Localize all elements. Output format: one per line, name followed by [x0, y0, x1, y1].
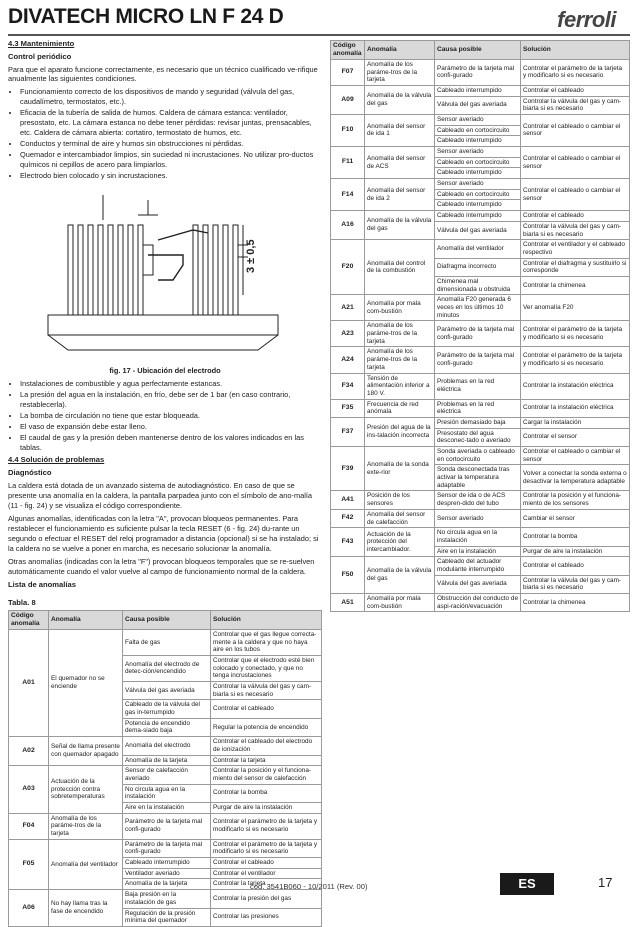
language-badge: ES	[500, 873, 554, 895]
table-row	[331, 59, 630, 85]
anomaly-code: A09	[331, 85, 365, 114]
table-row	[9, 737, 322, 755]
possible-cause: Problemas en la red eléctrica	[435, 373, 521, 399]
solution: Controlar el cableado	[521, 557, 630, 575]
anomaly-list-title: Lista de anomalías	[8, 579, 76, 589]
possible-cause: Sensor averiado	[435, 147, 521, 158]
anomaly-code: F05	[9, 839, 49, 889]
possible-cause: Sensor de ida o de ACS despren-dido del tubo	[435, 491, 521, 509]
possible-cause: Anomalía de la tarjeta	[123, 879, 211, 890]
solution: Controlar la bomba	[211, 784, 322, 802]
anomaly-description: Anomalía de los paráme-tros de la tarjeta	[365, 59, 435, 85]
possible-cause: Cableado interrumpido	[435, 168, 521, 179]
possible-cause: Aire en la instalación	[123, 802, 211, 813]
dimension-label: 3 ± 0,5	[245, 239, 257, 274]
possible-cause: Aire en la instalación	[435, 546, 521, 557]
col-header-solution: Solución	[521, 41, 630, 60]
subheading-diagnostics: Diagnóstico	[8, 468, 52, 478]
anomaly-description: Anomalía de la sonda exte-rior	[365, 447, 435, 491]
possible-cause: Anomalía de la tarjeta	[123, 755, 211, 766]
document-title: DIVATECH MICRO LN F 24 D	[8, 5, 284, 28]
solution: Purgar de aire la instalación	[521, 546, 630, 557]
subheading-periodic-control: Control periódico	[8, 52, 72, 62]
table-row	[9, 890, 322, 908]
possible-cause: Cableado del actuador modulante interrumpido	[435, 557, 521, 575]
list-item: • El vaso de expansión debe estar lleno.	[20, 422, 322, 432]
list-item: • Instalaciones de combustible y agua perfectamente estancas.	[20, 379, 322, 389]
anomaly-description: Actuación de la protección contra sobretemperaturas	[49, 766, 123, 813]
solution: Controlar la instalación eléctrica	[521, 373, 630, 399]
maintenance-checklist	[8, 87, 322, 181]
anomaly-description: Anomalía del sensor de ACS	[365, 147, 435, 179]
anomaly-code: A41	[331, 491, 365, 509]
solution: Controlar el parámetro de la tarjeta y modificarlo si es necesario	[211, 813, 322, 839]
solution: Controlar la presión del gas	[211, 890, 322, 908]
possible-cause: Cableado en cortocircuito	[435, 157, 521, 168]
table-title: Tabla. 8	[8, 597, 36, 607]
solution: Controlar la posición y el funciona-miento del sensor de calefacción	[211, 766, 322, 784]
solution: Controlar el cableado del electrodo de ionización	[211, 737, 322, 755]
solution: Controlar la posición y el funciona-miento de los sensores	[521, 491, 630, 509]
anomaly-description: Posición de los sensores	[365, 491, 435, 509]
table-row	[9, 813, 322, 839]
table-row	[331, 347, 630, 373]
anomaly-description: Anomalía del control de la combustión	[365, 240, 435, 295]
anomaly-code: A06	[9, 890, 49, 927]
possible-cause: Obstrucción del conducto de aspi-ración/evacuación	[435, 594, 521, 612]
solution: Volver a conectar la sonda externa o desactivar la temperatura adaptable	[521, 465, 630, 491]
solution: Controlar el cableado	[211, 858, 322, 869]
solution: Controlar la válvula del gas y cam-biarla si es necesario	[521, 575, 630, 593]
solution: Controlar el sensor	[521, 428, 630, 446]
possible-cause: Parámetro de la tarjeta mal confi-gurado	[435, 347, 521, 373]
possible-cause: Sonda averiada o cableado en cortocircuito	[435, 447, 521, 465]
possible-cause: Válvula del gas averiada	[123, 682, 211, 700]
solution: Purgar de aire la instalación	[211, 802, 322, 813]
anomaly-description: Anomalía de los paráme-tros de la tarjeta	[49, 813, 123, 839]
possible-cause: Cableado interrumpido	[435, 85, 521, 96]
anomaly-description: Tensión de alimentación inferior a 180 V.	[365, 373, 435, 399]
table-row	[331, 528, 630, 546]
anomaly-table-right	[330, 40, 630, 612]
possible-cause: Cableado interrumpido	[435, 200, 521, 211]
anomaly-code: A23	[331, 321, 365, 347]
anomaly-description: Frecuencia de red anómala	[365, 399, 435, 417]
possible-cause: Válvula del gas averiada	[435, 96, 521, 114]
anomaly-code: F20	[331, 240, 365, 295]
possible-cause: Sensor de calefacción averiado	[123, 766, 211, 784]
table-row	[331, 373, 630, 399]
section-heading-troubleshooting: 4.4 Solución de problemas	[8, 455, 105, 465]
table-row	[331, 211, 630, 222]
solution: Ver anomalía F20	[521, 295, 630, 321]
solution: Controlar la válvula del gas y cam-biarla si es necesario	[521, 96, 630, 114]
anomaly-description: Anomalía de los paráme-tros de la tarjeta	[365, 321, 435, 347]
table-row	[331, 321, 630, 347]
possible-cause: Válvula del gas averiada	[435, 575, 521, 593]
possible-cause: Regulación de la presión mínima del quemador	[123, 908, 211, 926]
possible-cause: Diafragma incorrecto	[435, 258, 521, 276]
anomaly-code: A51	[331, 594, 365, 612]
anomaly-description: Anomalía del sensor de calefacción	[365, 509, 435, 527]
possible-cause: Chimenea mal dimensionada u obstruida	[435, 276, 521, 294]
maintenance-checklist-2	[8, 379, 322, 453]
possible-cause: Sensor averiado	[435, 114, 521, 125]
anomaly-code: A03	[9, 766, 49, 813]
possible-cause: Parámetro de la tarjeta mal confi-gurado	[123, 813, 211, 839]
table-row	[9, 629, 322, 655]
solution: Controlar el cableado	[521, 211, 630, 222]
list-item: • La bomba de circulación no tiene que estar bloqueada.	[20, 411, 322, 421]
table-row	[331, 147, 630, 158]
possible-cause: Válvula del gas averiada	[435, 221, 521, 239]
possible-cause: No circula agua en la instalación	[123, 784, 211, 802]
solution: Controlar la chimenea	[521, 594, 630, 612]
possible-cause: Anomalía del electrodo	[123, 737, 211, 755]
solution: Controlar el ventilador y el cableado respectivo	[521, 240, 630, 258]
anomaly-code: F04	[9, 813, 49, 839]
anomaly-code: A24	[331, 347, 365, 373]
anomaly-code: F50	[331, 557, 365, 594]
solution: Controlar la tarjeta	[211, 755, 322, 766]
possible-cause: Anomalía del electrodo de detec-ción/encendido	[123, 655, 211, 681]
table-row	[331, 240, 630, 258]
solution: Controlar el cableado o cambiar el sensor	[521, 147, 630, 179]
anomaly-code: F43	[331, 528, 365, 557]
diagnostics-paragraph-2: Algunas anomalías, identificadas con la letra "A", provocan bloqueos permanentes. Para restablecer el funcionamiento es suficiente pulsar la tecla RESET (6 - fig. 24) du-rante un segundo o efectuar el RESET del reloj programador a distancia (opcional) si se ha instalado; si la caldera no se vuelve a poner en marcha, es necesario solucionar la anomalía.	[8, 513, 319, 553]
possible-cause: Presostato del agua desconec-tado o averiado	[435, 428, 521, 446]
col-header-cause: Causa posible	[435, 41, 521, 60]
electrode-figure	[8, 185, 322, 363]
header-rule	[8, 34, 630, 36]
possible-cause: Sensor averiado	[435, 509, 521, 527]
anomaly-code: F34	[331, 373, 365, 399]
anomaly-description: Anomalía del ventilador	[49, 839, 123, 889]
anomaly-code: F42	[331, 509, 365, 527]
anomaly-code: A16	[331, 211, 365, 240]
col-header-code: Código anomalía	[331, 41, 365, 60]
figure-caption: fig. 17 - Ubicación del electrodo	[109, 366, 221, 376]
anomaly-code: A21	[331, 295, 365, 321]
solution: Controlar el cableado	[521, 85, 630, 96]
anomaly-description: Anomalía del sensor de ida 1	[365, 114, 435, 146]
maintenance-intro: Para que el aparato funcione correctamente, es necesario que un técnico cualificado ve-rifique anualmente las siguientes condiciones.	[8, 64, 318, 84]
table-row	[331, 85, 630, 96]
anomaly-code: F11	[331, 147, 365, 179]
section-heading-maintenance: 4.3 Mantenimiento	[8, 39, 75, 48]
possible-cause: Presión demasiado baja	[435, 417, 521, 428]
list-item: • Conductos y terminal de aire y humos sin obstrucciones ni pérdidas.	[20, 139, 322, 149]
solution: Controlar el cableado o cambiar el sensor	[521, 179, 630, 211]
solution: Controlar el cableado	[211, 700, 322, 718]
possible-cause: Cableado interrumpido	[435, 136, 521, 147]
possible-cause: Anomalía F20 generada 6 veces en los últimos 10 minutos	[435, 295, 521, 321]
anomaly-description: No hay llama tras la fase de encendido	[49, 890, 123, 927]
solution: Controlar la chimenea	[521, 276, 630, 294]
col-header-anomaly: Anomalía	[49, 611, 123, 630]
anomaly-description: Presión del agua de la ins-talación incorrecta	[365, 417, 435, 446]
col-header-code: Código anomalía	[9, 611, 49, 630]
anomaly-code: A01	[9, 629, 49, 736]
solution: Controlar las presiones	[211, 908, 322, 926]
anomaly-code: F35	[331, 399, 365, 417]
table-row	[331, 509, 630, 527]
solution: Controlar que el gas llegue correcta-mente a la caldera y que no haya aire en los tubos	[211, 629, 322, 655]
diagnostics-paragraph-3: Otras anomalías (indicadas con la letra "F") provocan bloqueos temporales que se re-suelven automáticamente cuando el valor vuelve al campo de funcionamiento normal de la caldera.	[8, 556, 315, 576]
table-row	[331, 295, 630, 321]
list-item: • El caudal de gas y la presión deben mantenerse dentro de los valores indicados en las tablas.	[20, 433, 322, 453]
solution: Controlar la tarjeta	[211, 879, 322, 890]
table-row	[331, 557, 630, 575]
anomaly-description: Señal de llama presente con quemador apagado	[49, 737, 123, 766]
brand-logo: ferroli	[557, 7, 616, 32]
solution: Controlar la válvula del gas y cam-biarla si es necesario	[211, 682, 322, 700]
solution: Controlar el ventilador	[211, 868, 322, 879]
solution: Controlar el diafragma y sustituirlo si corresponde	[521, 258, 630, 276]
table-row	[331, 417, 630, 428]
possible-cause: Anomalía del ventilador	[435, 240, 521, 258]
possible-cause: Cableado en cortocircuito	[435, 125, 521, 136]
table-row	[331, 114, 630, 125]
anomaly-description: Anomalía por mala com-bustión	[365, 295, 435, 321]
solution: Controlar el parámetro de la tarjeta y modificarlo si es necesario	[521, 347, 630, 373]
table-row	[9, 839, 322, 857]
solution: Controlar el parámetro de la tarjeta y modificarlo si es necesario	[211, 839, 322, 857]
table-row	[331, 399, 630, 417]
document-code: cod. 3541B060 - 10/2011 (Rev. 00)	[250, 882, 368, 891]
anomaly-description: Actuación de la protección del intercambiador.	[365, 528, 435, 557]
solution: Cambiar el sensor	[521, 509, 630, 527]
possible-cause: Problemas en la red eléctrica	[435, 399, 521, 417]
possible-cause: Baja presión en la instalación de gas	[123, 890, 211, 908]
anomaly-code: F39	[331, 447, 365, 491]
anomaly-description: Anomalía de la válvula del gas	[365, 557, 435, 594]
solution: Controlar la bomba	[521, 528, 630, 546]
list-item: • Quemador e intercambiador limpios, sin suciedad ni incrustaciones. No utilizar pro-ductos químicos ni cepillos de acero para limpiarlos.	[20, 150, 322, 170]
anomaly-description: Anomalía del sensor de ida 2	[365, 179, 435, 211]
anomaly-description: Anomalía de la válvula del gas	[365, 85, 435, 114]
anomaly-code: F37	[331, 417, 365, 446]
left-column	[8, 39, 322, 927]
possible-cause: No circula agua en la instalación	[435, 528, 521, 546]
page-number: 17	[598, 875, 613, 890]
anomaly-description: El quemador no se enciende	[49, 629, 123, 736]
list-item: • La presión del agua en la instalación, en frío, debe ser de 1 bar (en caso contrario, restablecerla).	[20, 390, 322, 410]
list-item: • Funcionamiento correcto de los dispositivos de mando y seguridad (válvula del gas, caudalímetro, termostatos, etc.).	[20, 87, 322, 107]
solution: Controlar el cableado o cambiar el sensor	[521, 114, 630, 146]
possible-cause: Potencia de encendido dema-siado baja	[123, 718, 211, 736]
table-row	[331, 179, 630, 190]
list-item: • Electrodo bien colocado y sin incrustaciones.	[20, 171, 322, 181]
table-row	[331, 447, 630, 465]
solution: Controlar la instalación eléctrica	[521, 399, 630, 417]
possible-cause: Cableado interrumpido	[435, 211, 521, 222]
solution: Regular la potencia de encendido	[211, 718, 322, 736]
anomaly-description: Anomalía de la válvula del gas	[365, 211, 435, 240]
possible-cause: Cableado en cortocircuito	[435, 189, 521, 200]
anomaly-code: F10	[331, 114, 365, 146]
list-item: • Eficacia de la tubería de salida de humos. Caldera de cámara estanca: ventilador, presostato, etc. La cámara estanca no debe tener pérdidas: revisar juntas, prensacables, etc. Caldera de cámara abierta: cortatiro, termostato de humos, etc.	[20, 108, 322, 138]
table-row	[331, 594, 630, 612]
anomaly-code: F07	[331, 59, 365, 85]
electrode-diagram	[8, 185, 322, 363]
anomaly-description: Anomalía por mala com-bustión	[365, 594, 435, 612]
possible-cause: Cableado interrumpido	[123, 858, 211, 869]
solution: Controlar que el electrodo esté bien colocado y conectado, y que no tenga incrustaciones	[211, 655, 322, 681]
possible-cause: Parámetro de la tarjeta mal confi-gurado	[123, 839, 211, 857]
table-row	[331, 491, 630, 509]
col-header-solution: Solución	[211, 611, 322, 630]
diagnostics-paragraph-1: La caldera está dotada de un avanzado sistema de autodiagnóstico. En caso de que se presente una anomalía en la caldera, la pantalla parpadea junto con el símbolo de ano-malía (11 - fig. 24) y se visualiza el código correspondiente.	[8, 480, 313, 510]
possible-cause: Parámetro de la tarjeta mal confi-gurado	[435, 321, 521, 347]
right-column	[330, 40, 630, 612]
possible-cause: Parámetro de la tarjeta mal confi-gurado	[435, 59, 521, 85]
col-header-cause: Causa posible	[123, 611, 211, 630]
solution: Controlar la válvula del gas y cam-biarla si es necesario	[521, 221, 630, 239]
table-row	[9, 766, 322, 784]
solution: Controlar el cableado o cambiar el sensor	[521, 447, 630, 465]
solution: Cargar la instalación	[521, 417, 630, 428]
anomaly-description: Anomalía de los paráme-tros de la tarjeta	[365, 347, 435, 373]
possible-cause: Sonda desconectada tras activar la temperatura adaptable	[435, 465, 521, 491]
solution: Controlar el parámetro de la tarjeta y modificarlo si es necesario	[521, 59, 630, 85]
anomaly-code: F14	[331, 179, 365, 211]
anomaly-code: A02	[9, 737, 49, 766]
possible-cause: Cableado de la válvula del gas in-terrumpido	[123, 700, 211, 718]
col-header-anomaly: Anomalía	[365, 41, 435, 60]
solution: Controlar el parámetro de la tarjeta y modificarlo si es necesario	[521, 321, 630, 347]
anomaly-table-left	[8, 610, 322, 927]
possible-cause: Ventilador averiado	[123, 868, 211, 879]
possible-cause: Falta de gas	[123, 629, 211, 655]
possible-cause: Sensor averiado	[435, 179, 521, 190]
